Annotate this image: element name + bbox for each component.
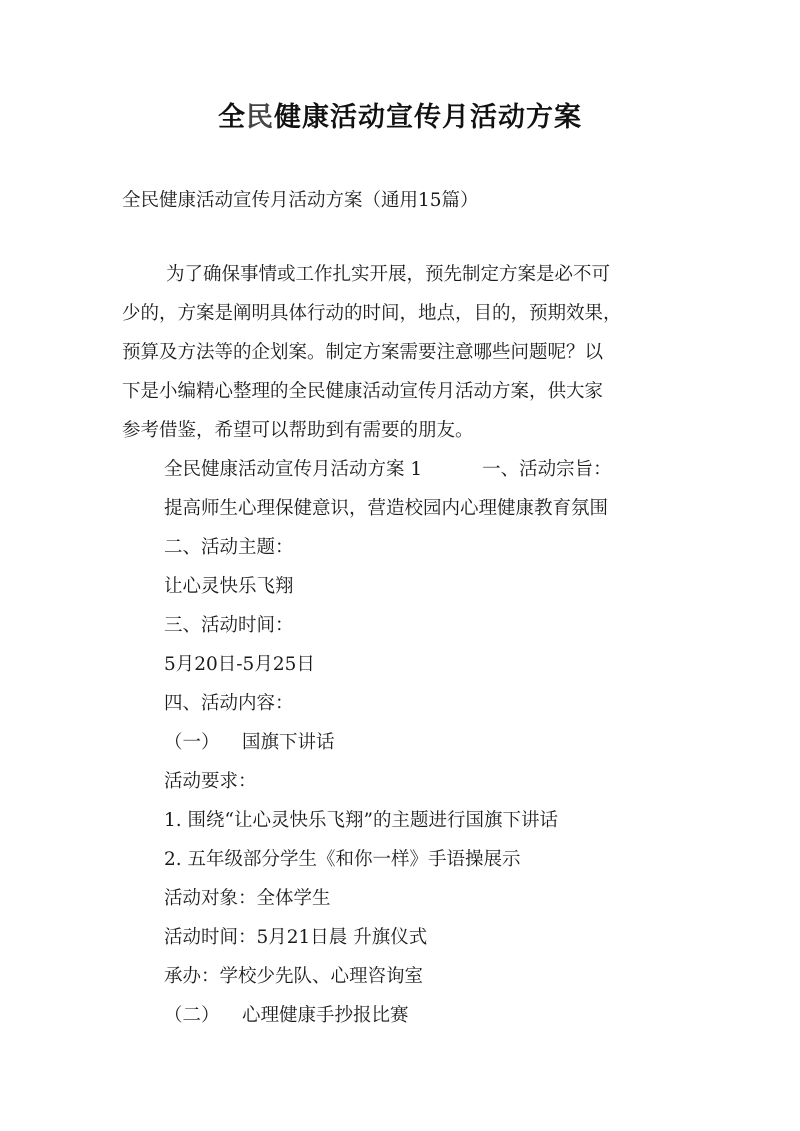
sub-item-text: 心理健康手抄报比赛 — [242, 1005, 409, 1026]
title-part-3: 健康活动宣传月活动方案 — [274, 102, 582, 133]
title-part-1: 全 — [218, 102, 246, 133]
sub-item-line — [164, 996, 684, 1035]
body-line: 四、活动内容： — [164, 693, 294, 714]
intro-line: 参考借鉴，希望可以帮助到有需要的朋友。 — [122, 420, 474, 441]
intro-line: 下是小编精心整理的全民健康活动宣传月活动方案，供大家 — [122, 381, 604, 402]
intro-line: 预算及方法等的企划案。制定方案需要注意哪些问题呢？以 — [122, 342, 604, 363]
section-1 — [164, 450, 684, 1035]
document-title — [0, 98, 800, 138]
body-line: 5月20日-5月25日 — [164, 654, 315, 675]
sub-item-text: 国旗下讲话 — [242, 732, 335, 753]
body-line: 活动对象：全体学生 — [164, 888, 331, 909]
body-line: 三、活动时间： — [164, 615, 294, 636]
sub-item-line — [164, 723, 684, 762]
body-line: 让心灵快乐飞翔 — [164, 576, 294, 597]
body-line: 2. 五年级部分学生《和你一样》手语操展示 — [164, 849, 521, 870]
section-heading: 全民健康活动宣传月活动方案 1 — [164, 459, 423, 480]
body-line: 活动时间：5月21日晨 升旗仪式 — [164, 927, 428, 948]
intro-line: 少的，方案是阐明具体行动的时间，地点，目的，预期效果， — [122, 303, 622, 324]
sub-item-label: （一） — [164, 732, 220, 753]
body-line: 二、活动主题： — [164, 537, 294, 558]
section-heading-line — [164, 450, 684, 489]
body-line: 提高师生心理保健意识，营造校园内心理健康教育氛围 — [164, 498, 609, 519]
body-line: 1. 围绕“让心灵快乐飞翔”的主题进行国旗下讲话 — [164, 810, 558, 831]
sub-item-label: （二） — [164, 1005, 220, 1026]
intro-line: 为了确保事情或工作扎实开展，预先制定方案是必不可 — [166, 264, 611, 285]
body-line: 承办：学校少先队、心理咨询室 — [164, 966, 424, 987]
title-part-2: 民 — [246, 102, 274, 133]
intro-paragraph — [122, 255, 682, 450]
document-subtitle: 全民健康活动宣传月活动方案（通用15篇） — [122, 190, 479, 211]
body-line: 活动要求： — [164, 771, 257, 792]
section-point-1: 一、活动宗旨： — [482, 459, 612, 480]
